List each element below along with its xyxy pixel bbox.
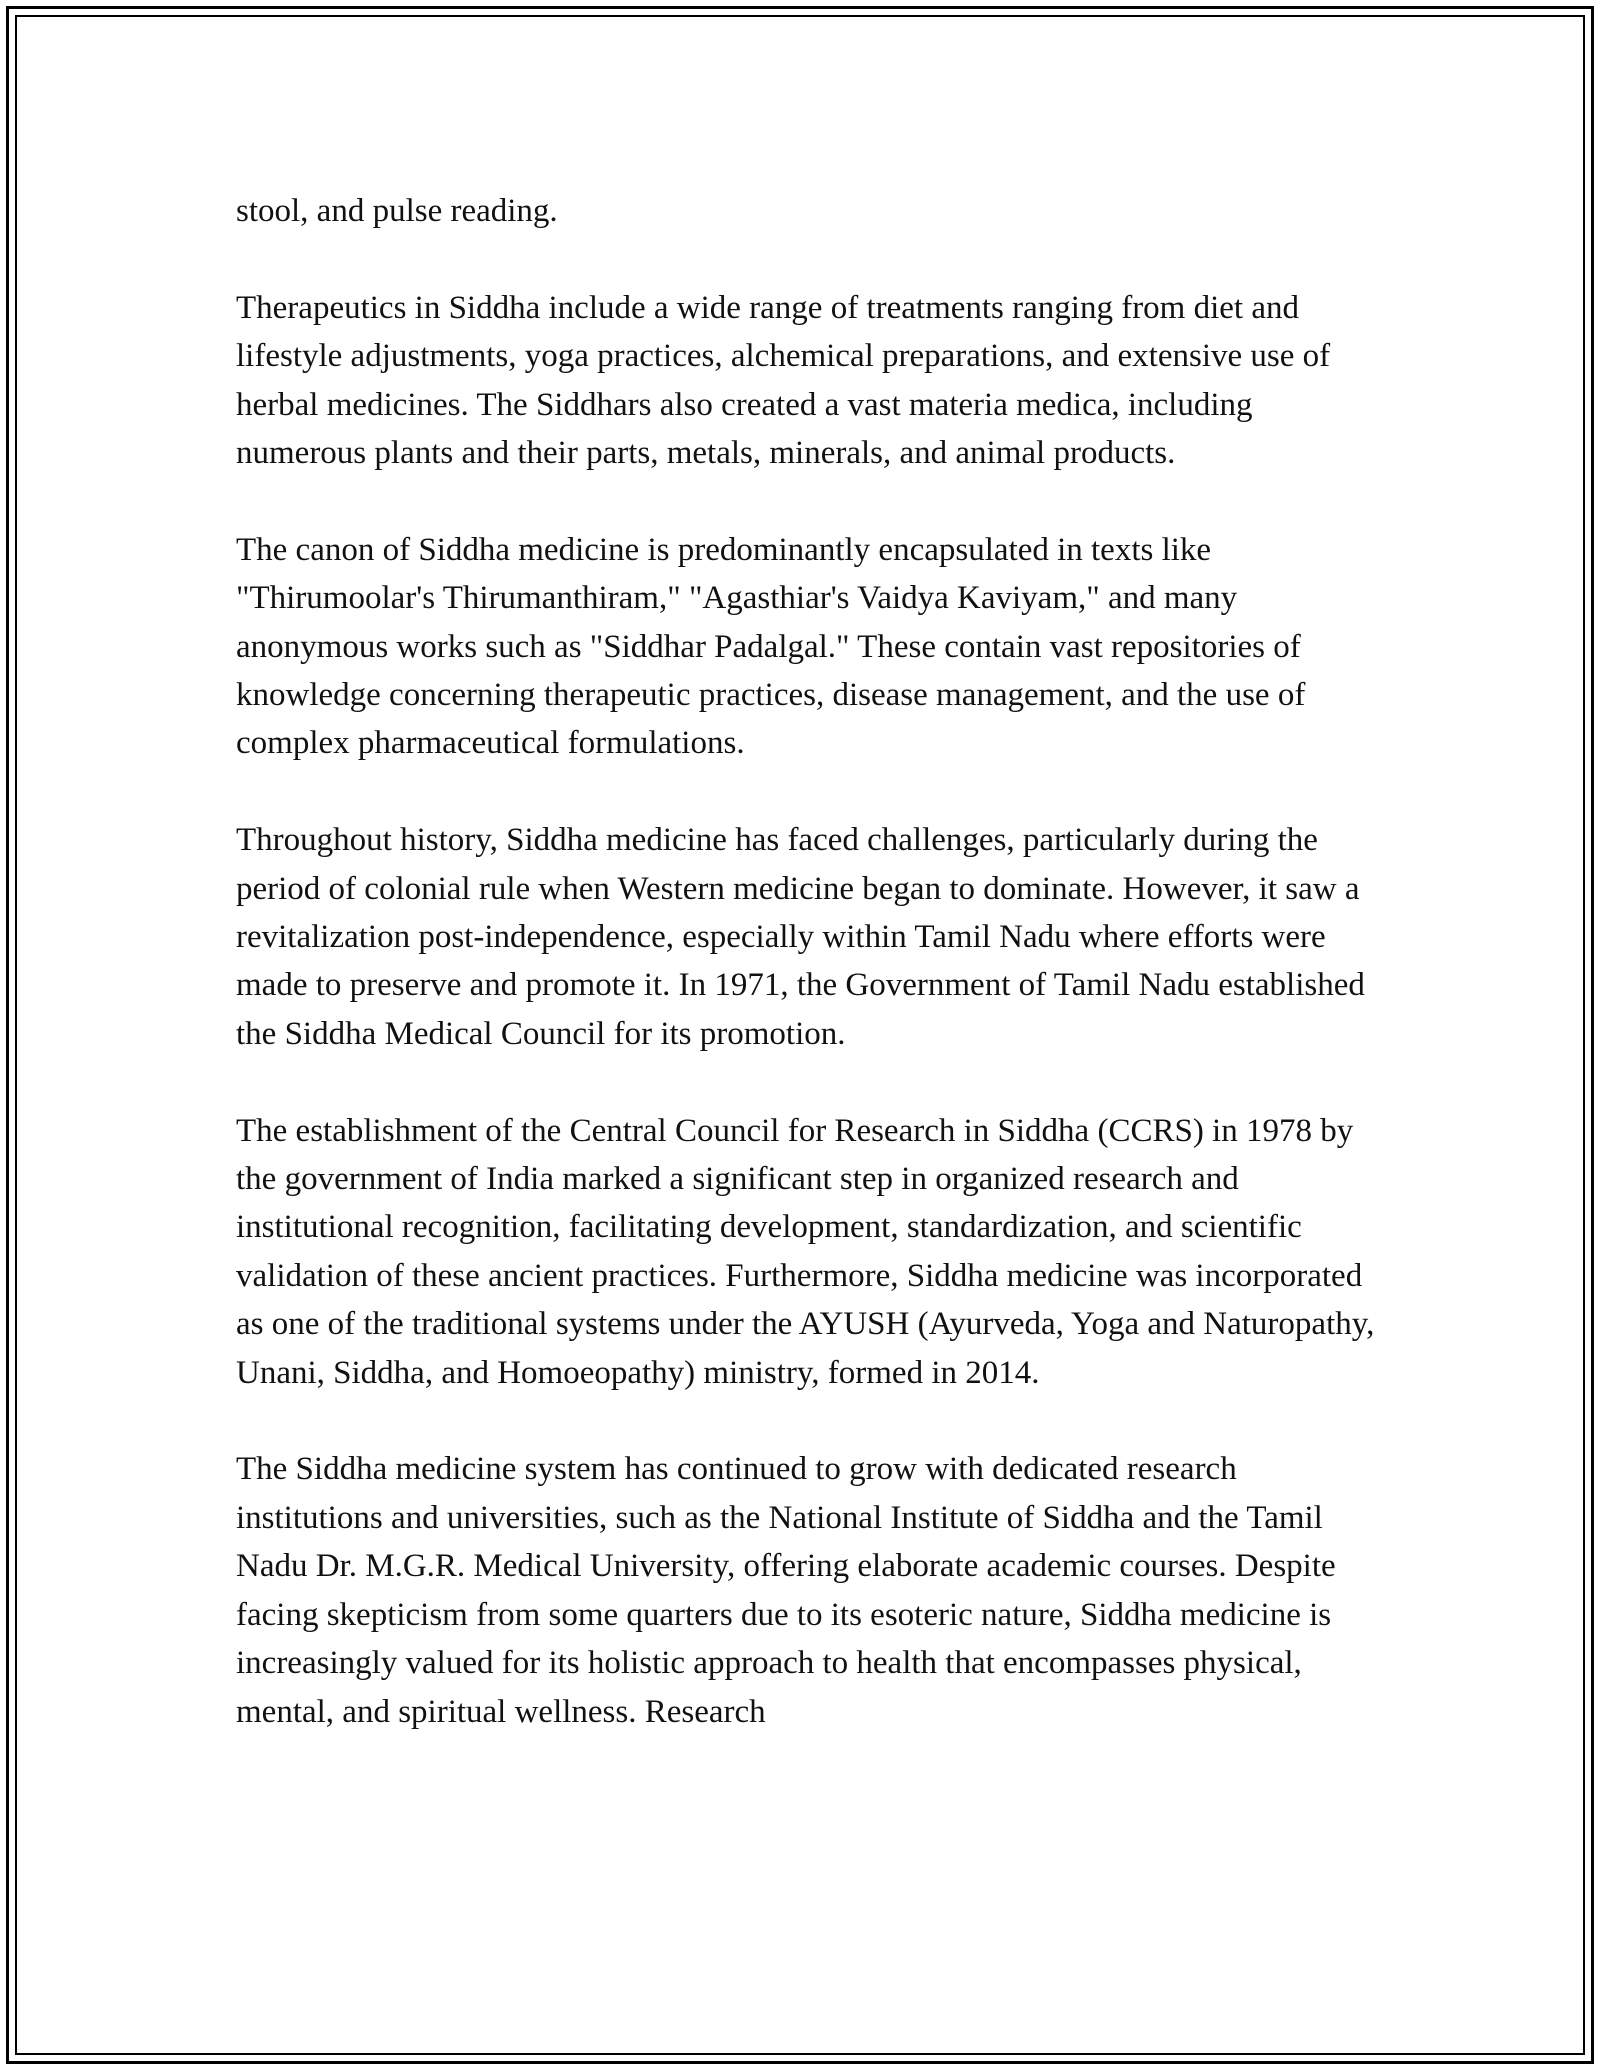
paragraph-ccrs: The establishment of the Central Council for Research in Siddha (CCRS) in 1978 by the government of India marked a significant step in organized research and institutional recognition, facilitating development, standardization, and scientific validation of these ancient practices. Furthermore, Siddha medicine was incorporated as one of the traditional systems under the AYUSH (Ayurveda, Yoga and Naturopathy, Unani, Siddha, and Homoeopathy) ministry, formed in 2014.	[236, 1112, 1375, 1391]
paragraph-pulse-reading: stool, and pulse reading.	[236, 193, 558, 229]
document-body	[236, 187, 1376, 1784]
paragraph-therapeutics: Therapeutics in Siddha include a wide range of treatments ranging from diet and lifestyle adjustments, yoga practices, alchemical preparations, and extensive use of herbal medicines. The Siddhars also created a vast materia medica, including numerous plants and their parts, metals, minerals, and animal products.	[236, 289, 1331, 472]
paragraph-canon: The canon of Siddha medicine is predominantly encapsulated in texts like "Thirumoolar's Thirumanthiram," "Agasthiar's Vaidya Kaviyam," and many anonymous works such as "Siddhar Padalgal." These contain vast repositories of knowledge concerning therapeutic practices, disease management, and the use of complex pharmaceutical formulations.	[236, 531, 1306, 762]
paragraph-growth: The Siddha medicine system has continued to grow with dedicated research institutions and universities, such as the National Institute of Siddha and the Tamil Nadu Dr. M.G.R. Medical University, offering elaborate academic courses. Despite facing skepticism from some quarters due to its esoteric nature, Siddha medicine is increasingly valued for its holistic approach to health that encompasses physical, mental, and spiritual wellness. Research	[236, 1451, 1336, 1730]
paragraph-history: Throughout history, Siddha medicine has faced challenges, particularly during the period of colonial rule when Western medicine began to dominate. However, it saw a revitalization post-independence, especially within Tamil Nadu where efforts were made to preserve and promote it. In 1971, the Government of Tamil Nadu established the Siddha Medical Council for its promotion.	[236, 822, 1365, 1052]
